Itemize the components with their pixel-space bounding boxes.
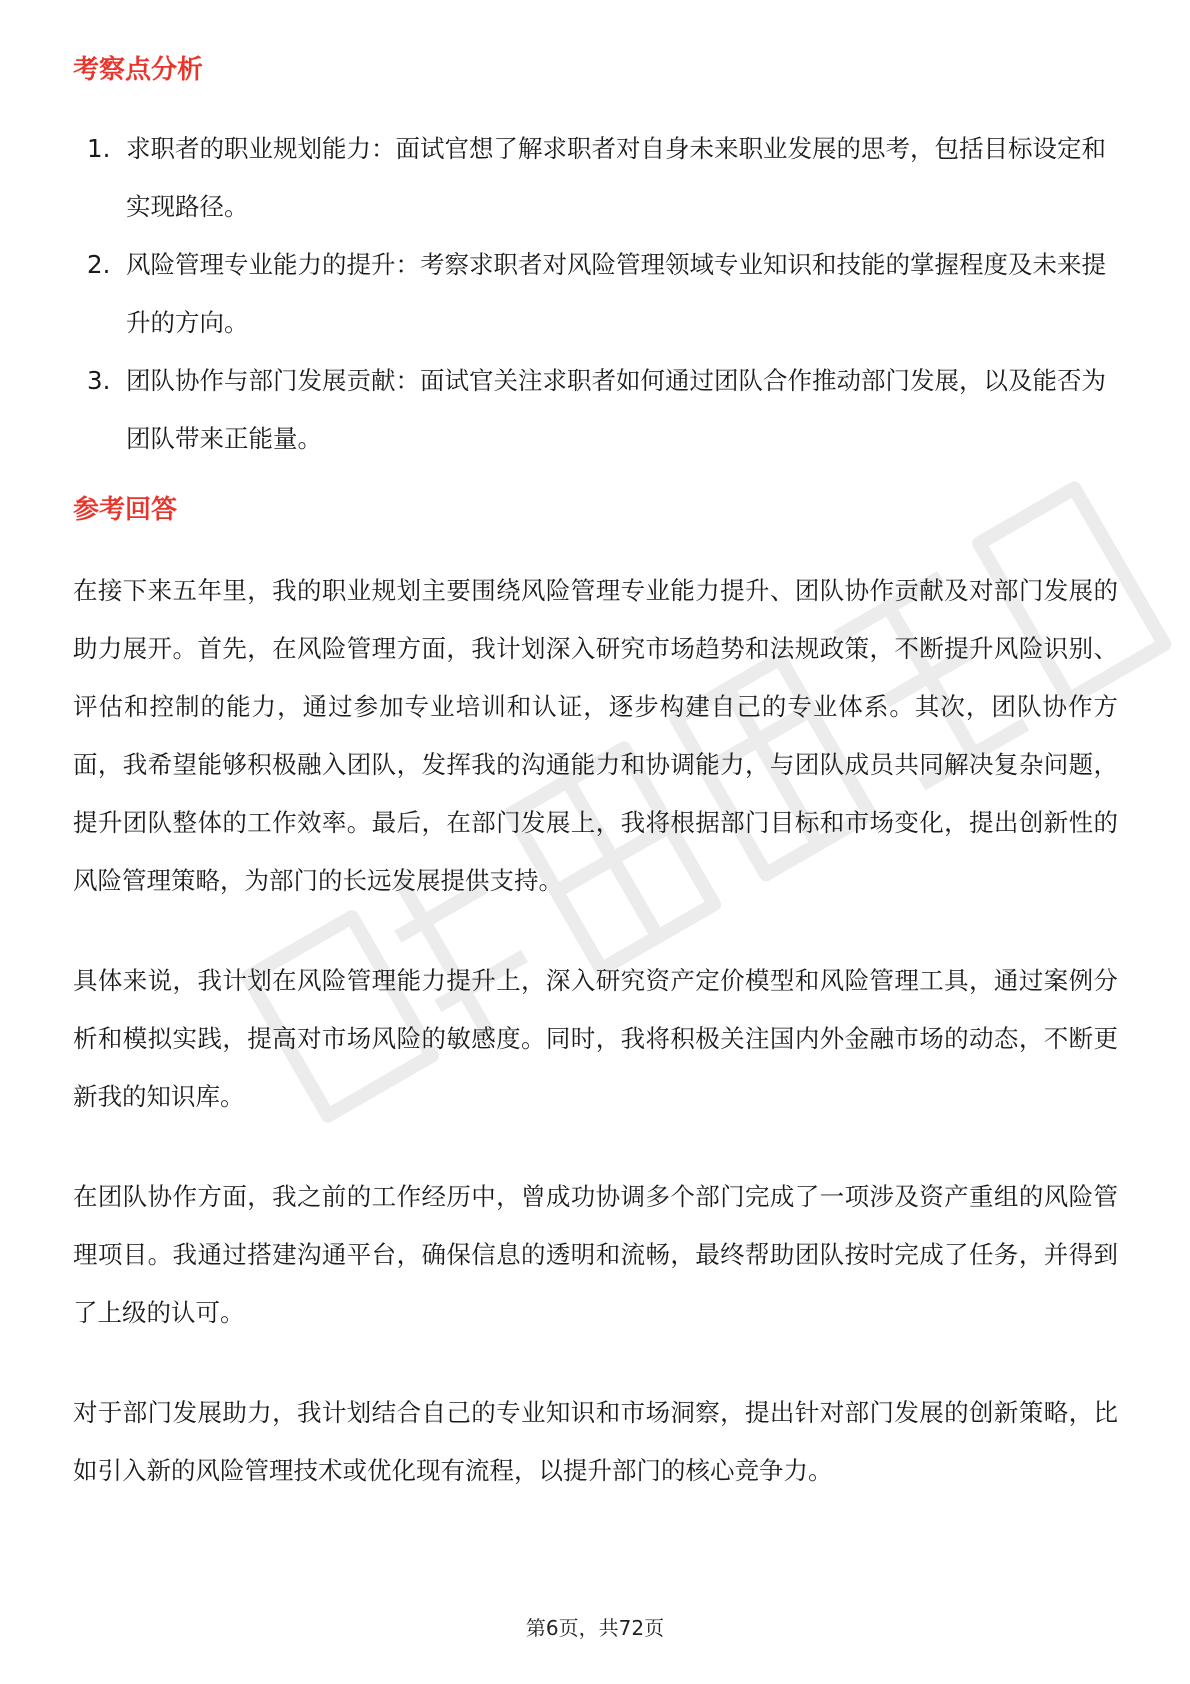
answer-paragraph: 在接下来五年里，我的职业规划主要围绕风险管理专业能力提升、团队协作贡献及对部门发展的助力展开。首先，在风险管理方面，我计划深入研究市场趋势和法规政策，不断提升风险识别、评估和控制的能力，通过参加专业培训和认证，逐步构建自己的专业体系。其次，团队协作方面，我希望能够积极融入团队，发挥我的沟通能力和协调能力，与团队成员共同解决复杂问题，提升团队整体的工作效率。最后，在部门发展上，我将根据部门目标和市场变化，提出创新性的风险管理策略，为部门的长远发展提供支持。 (73, 576, 1118, 895)
answer-paragraph: 具体来说，我计划在风险管理能力提升上，深入研究资产定价模型和风险管理工具，通过案例分析和模拟实践，提高对市场风险的敏感度。同时，我将积极关注国内外金融市场的动态，不断更新我的知识库。 (73, 966, 1118, 1111)
answer-body (73, 562, 1118, 1542)
answer-paragraph: 在团队协作方面，我之前的工作经历中，曾成功协调多个部门完成了一项涉及资产重组的风险管理项目。我通过搭建沟通平台，确保信息的透明和流畅，最终帮助团队按时完成了任务，并得到了上级的认可。 (73, 1182, 1118, 1327)
answer-paragraph: 对于部门发展助力，我计划结合自己的专业知识和市场洞察，提出针对部门发展的创新策略，比如引入新的风险管理技术或优化现有流程，以提升部门的核心竞争力。 (73, 1398, 1118, 1485)
list-item (73, 236, 1118, 352)
section-title-analysis: 考察点分析 (73, 55, 204, 85)
list-item (73, 120, 1118, 236)
list-item-number: 2. (87, 250, 111, 279)
list-item-number: 3. (87, 366, 111, 395)
list-item-text: 风险管理专业能力的提升：考察求职者对风险管理领域专业知识和技能的掌握程度及未来提升的方向。 (126, 250, 1106, 337)
list-item-number: 1. (87, 134, 111, 163)
list-item-text: 团队协作与部门发展贡献：面试官关注求职者如何通过团队合作推动部门发展，以及能否为团队带来正能量。 (126, 366, 1106, 453)
section-title-answer: 参考回答 (73, 495, 178, 525)
list-item (73, 352, 1118, 468)
page-number: 第6页，共72页 (525, 1616, 665, 1640)
list-item-text: 求职者的职业规划能力：面试官想了解求职者对自身未来职业发展的思考，包括目标设定和实现路径。 (126, 134, 1106, 221)
analysis-points-list (73, 120, 1118, 468)
